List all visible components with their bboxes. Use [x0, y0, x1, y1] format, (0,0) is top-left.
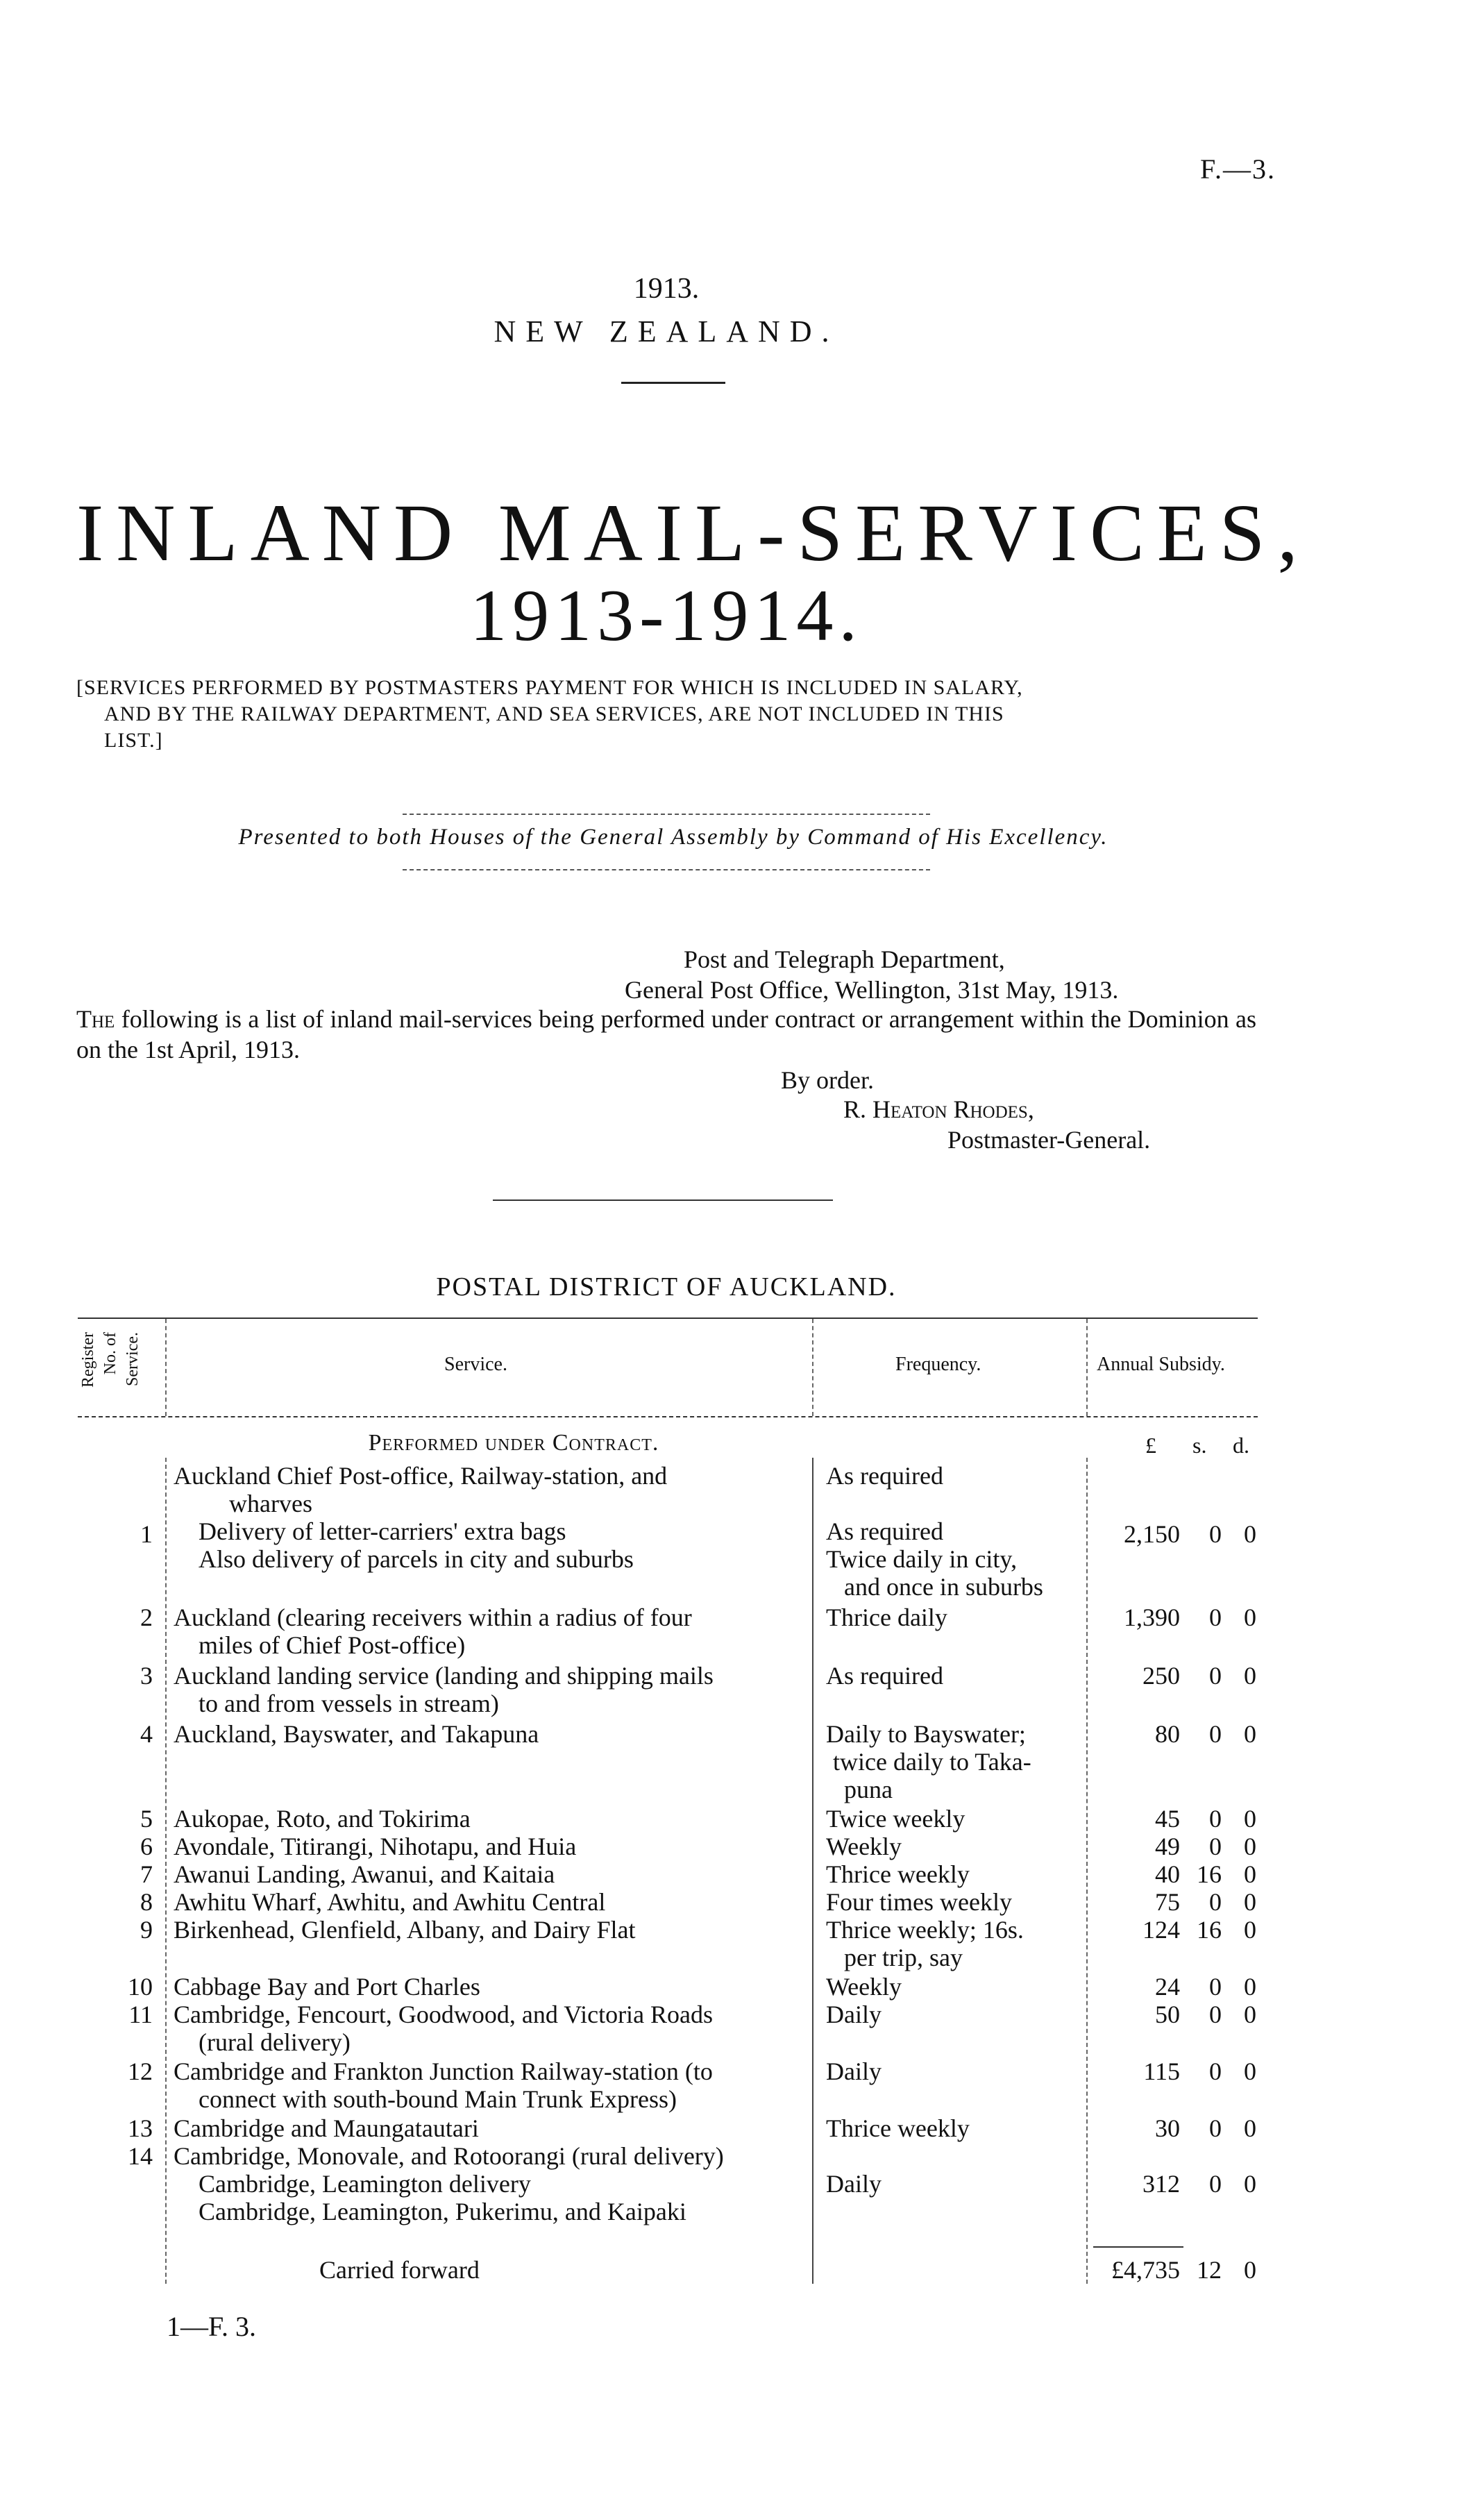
amount-pence: 0	[1244, 2001, 1256, 2028]
frequency-cell: Thrice weekly	[826, 1860, 970, 1888]
service-line: wharves	[229, 1490, 312, 1517]
intro-text: following is a list of inland mail-services being performed under contract or arrangement within the Dominion as on the 1st April, 1913.	[76, 1005, 1257, 1063]
frequency-cell: Thrice daily	[826, 1603, 947, 1631]
service-line: Cambridge, Fencourt, Goodwood, and Victoria Roads	[174, 2001, 714, 2028]
amount-pence: 0	[1244, 1888, 1256, 1916]
amount-pence: 0	[1244, 2170, 1256, 2198]
department: Post and Telegraph Department,	[684, 945, 1005, 973]
frequency-line: puna	[844, 1776, 893, 1803]
pence-heading: d.	[1233, 1433, 1249, 1458]
table-header-rule	[78, 1416, 1258, 1417]
table-row	[174, 1603, 798, 1659]
amount-shillings: 0	[1209, 1833, 1222, 1860]
amount-pence: 0	[1244, 1860, 1256, 1888]
title-line-1: INLAND MAIL-SERVICES,	[76, 487, 1310, 578]
table-row	[174, 1462, 798, 1573]
service-line: Delivery of letter-carriers' extra bags	[199, 1517, 566, 1545]
frequency-cell: Daily	[826, 2001, 882, 2028]
frequency-column-header: Frequency.	[895, 1354, 981, 1375]
table-row: Awhitu Wharf, Awhitu, and Awhitu Central	[174, 1888, 606, 1916]
frequency-line: per trip, say	[844, 1944, 963, 1971]
table-row: Cambridge and Maungatautari	[174, 2114, 479, 2142]
column-rule	[1086, 1458, 1088, 2284]
rule	[493, 1199, 833, 1201]
service-line: (rural delivery)	[199, 2028, 351, 2056]
amount-pence: 0	[1244, 1720, 1256, 1748]
register-no: 5	[140, 1805, 153, 1833]
frequency-cell: Weekly	[826, 1833, 902, 1860]
frequency-line: twice daily to Taka-	[833, 1748, 1031, 1776]
service-line: miles of Chief Post-office)	[199, 1631, 466, 1659]
register-no: 6	[140, 1833, 153, 1860]
amount-pounds: 45	[1155, 1805, 1180, 1833]
amount-shillings: 0	[1209, 1973, 1222, 2001]
amount-shillings: 0	[1209, 2001, 1222, 2028]
frequency-cell: Twice weekly	[826, 1805, 966, 1833]
section-heading: Performed under Contract.	[368, 1430, 659, 1456]
amount-pence: 0	[1244, 1603, 1256, 1631]
amount-pence: 0	[1244, 1520, 1256, 1548]
amount-pence: 0	[1244, 1973, 1256, 2001]
service-line: to and from vessels in stream)	[199, 1690, 499, 1717]
service-line: Auckland landing service (landing and shipping mails	[174, 1662, 714, 1690]
frequency-line: Thrice weekly; 16s.	[826, 1916, 1024, 1944]
column-rule	[1086, 1319, 1088, 1416]
register-no: 12	[128, 2057, 153, 2085]
frequency-line: and once in suburbs	[844, 1573, 1043, 1601]
amount-pounds: 2,150	[1124, 1520, 1180, 1548]
table-row: Birkenhead, Glenfield, Albany, and Dairy Flat	[174, 1916, 636, 1944]
amount-pence: 0	[1244, 2114, 1256, 2142]
intro-lead: The	[76, 1005, 115, 1033]
signer: R. Heaton Rhodes,	[843, 1095, 1034, 1123]
amount-pounds: 115	[1143, 2057, 1180, 2085]
amount-pence: 0	[1244, 1805, 1256, 1833]
service-column-header: Service.	[444, 1354, 507, 1375]
register-head-2: No. of	[101, 1332, 119, 1375]
amount-pounds: 40	[1155, 1860, 1180, 1888]
table-top-rule	[78, 1318, 1258, 1319]
document-reference: F.—3.	[1199, 153, 1276, 185]
amount-pounds: 49	[1155, 1833, 1180, 1860]
amount-shillings: 0	[1209, 1520, 1222, 1548]
amount-shillings: 0	[1209, 1720, 1222, 1748]
service-line: Cambridge, Monovale, and Rotoorangi (rural delivery)	[174, 2142, 724, 2170]
total-rule	[1093, 2246, 1183, 2248]
amount-pence: 0	[1244, 1916, 1256, 1944]
title-line-2: 1913-1914.	[470, 575, 863, 656]
amount-shillings: 0	[1209, 1662, 1222, 1690]
column-rule	[165, 1319, 167, 1416]
amount-pounds: 80	[1155, 1720, 1180, 1748]
frequency-cell: Weekly	[826, 1973, 902, 2001]
note-line-1: [SERVICES PERFORMED BY POSTMASTERS PAYMENT FOR WHICH IS INCLUDED IN SALARY,	[76, 676, 1023, 699]
amount-shillings: 16	[1197, 1860, 1222, 1888]
frequency-cell	[826, 1916, 1083, 1971]
intro-paragraph	[76, 1004, 1256, 1065]
register-no: 7	[140, 1860, 153, 1888]
register-no: 9	[140, 1916, 153, 1944]
rule	[403, 814, 930, 815]
table-row: Cabbage Bay and Port Charles	[174, 1973, 480, 2001]
frequency-line: As required	[826, 1517, 943, 1545]
column-rule	[812, 1458, 813, 2284]
register-head-1: Register	[79, 1332, 97, 1388]
amount-shillings: 0	[1209, 1888, 1222, 1916]
amount-pounds: 1,390	[1124, 1603, 1180, 1631]
column-rule	[812, 1319, 813, 1416]
rule	[403, 869, 930, 870]
carried-forward-pence: 0	[1244, 2256, 1256, 2284]
subsidy-column-header: Annual Subsidy.	[1097, 1354, 1225, 1375]
register-head-3: Service.	[124, 1332, 142, 1386]
note-line-2: AND BY THE RAILWAY DEPARTMENT, AND SEA SERVICES, ARE NOT INCLUDED IN THIS	[104, 702, 1004, 725]
table-row: Auckland, Bayswater, and Takapuna	[174, 1720, 539, 1748]
amount-pounds: 24	[1155, 1973, 1180, 2001]
frequency-cell	[826, 1462, 1083, 1601]
pounds-heading: £	[1145, 1433, 1156, 1458]
frequency-line: Daily to Bayswater;	[826, 1720, 1026, 1748]
frequency-cell: Daily	[826, 2057, 882, 2085]
service-line: connect with south-bound Main Trunk Express)	[199, 2085, 677, 2113]
frequency-cell: Thrice weekly	[826, 2114, 970, 2142]
carried-forward-label: Carried forward	[319, 2256, 480, 2284]
country: NEW ZEALAND.	[494, 314, 839, 348]
register-no: 13	[128, 2114, 153, 2142]
amount-pence: 0	[1244, 2057, 1256, 2085]
office-date: General Post Office, Wellington, 31st May, 1913.	[625, 976, 1119, 1004]
amount-shillings: 0	[1209, 2114, 1222, 2142]
register-no: 3	[140, 1662, 153, 1690]
register-no: 14	[128, 2142, 153, 2170]
year: 1913.	[633, 273, 700, 305]
service-line: Also delivery of parcels in city and suburbs	[199, 1545, 634, 1573]
amount-pounds: 50	[1155, 2001, 1180, 2028]
amount-shillings: 0	[1209, 2057, 1222, 2085]
table-row	[174, 1662, 798, 1717]
frequency-line: Twice daily in city,	[826, 1545, 1018, 1573]
district-title: POSTAL DISTRICT OF AUCKLAND.	[436, 1272, 897, 1302]
table-row	[174, 2057, 798, 2113]
signer-title: Postmaster-General.	[947, 1126, 1151, 1154]
register-no: 2	[140, 1603, 153, 1631]
carried-forward-shillings: 12	[1197, 2256, 1222, 2284]
by-order: By order.	[781, 1066, 874, 1094]
rule	[621, 382, 725, 384]
exclusion-note	[76, 675, 1256, 754]
register-column-header	[78, 1329, 161, 1413]
amount-pounds: 75	[1155, 1888, 1180, 1916]
table-row	[174, 2142, 798, 2225]
amount-pounds: 250	[1142, 1662, 1180, 1690]
amount-shillings: 0	[1209, 1603, 1222, 1631]
carried-forward-pounds: £4,735	[1111, 2256, 1180, 2284]
register-no: 11	[128, 2001, 153, 2028]
service-line: Cambridge, Leamington, Pukerimu, and Kaipaki	[199, 2198, 686, 2225]
amount-shillings: 16	[1197, 1916, 1222, 1944]
frequency-cell: Four times weekly	[826, 1888, 1012, 1916]
presented-line: Presented to both Houses of the General Assembly by Command of His Excellency.	[238, 825, 1108, 850]
amount-pence: 0	[1244, 1662, 1256, 1690]
frequency-cell: Daily	[826, 2170, 882, 2198]
amount-pence: 0	[1244, 1833, 1256, 1860]
service-line: Cambridge, Leamington delivery	[199, 2170, 531, 2198]
register-no: 4	[140, 1720, 153, 1748]
amount-pounds: 30	[1155, 2114, 1180, 2142]
amount-shillings: 0	[1209, 2170, 1222, 2198]
note-line-3: LIST.]	[104, 729, 163, 752]
frequency-line: As required	[826, 1462, 943, 1490]
page-signature: 1—F. 3.	[167, 2311, 257, 2342]
amount-pounds: 312	[1142, 2170, 1180, 2198]
register-no: 10	[128, 1973, 153, 2001]
frequency-cell: As required	[826, 1662, 943, 1690]
table-row	[174, 2001, 798, 2056]
service-line: Cambridge and Frankton Junction Railway-station (to	[174, 2057, 713, 2085]
table-row: Aukopae, Roto, and Tokirima	[174, 1805, 471, 1833]
register-no: 8	[140, 1888, 153, 1916]
table-row: Awanui Landing, Awanui, and Kaitaia	[174, 1860, 555, 1888]
table-row: Avondale, Titirangi, Nihotapu, and Huia	[174, 1833, 577, 1860]
frequency-cell	[826, 1720, 1083, 1803]
amount-pounds: 124	[1142, 1916, 1180, 1944]
shillings-heading: s.	[1192, 1433, 1207, 1458]
service-line: Auckland Chief Post-office, Railway-station, and	[174, 1462, 668, 1490]
register-no: 1	[140, 1520, 153, 1548]
column-rule	[165, 1458, 167, 2284]
amount-shillings: 0	[1209, 1805, 1222, 1833]
service-line: Auckland (clearing receivers within a radius of four	[174, 1603, 692, 1631]
